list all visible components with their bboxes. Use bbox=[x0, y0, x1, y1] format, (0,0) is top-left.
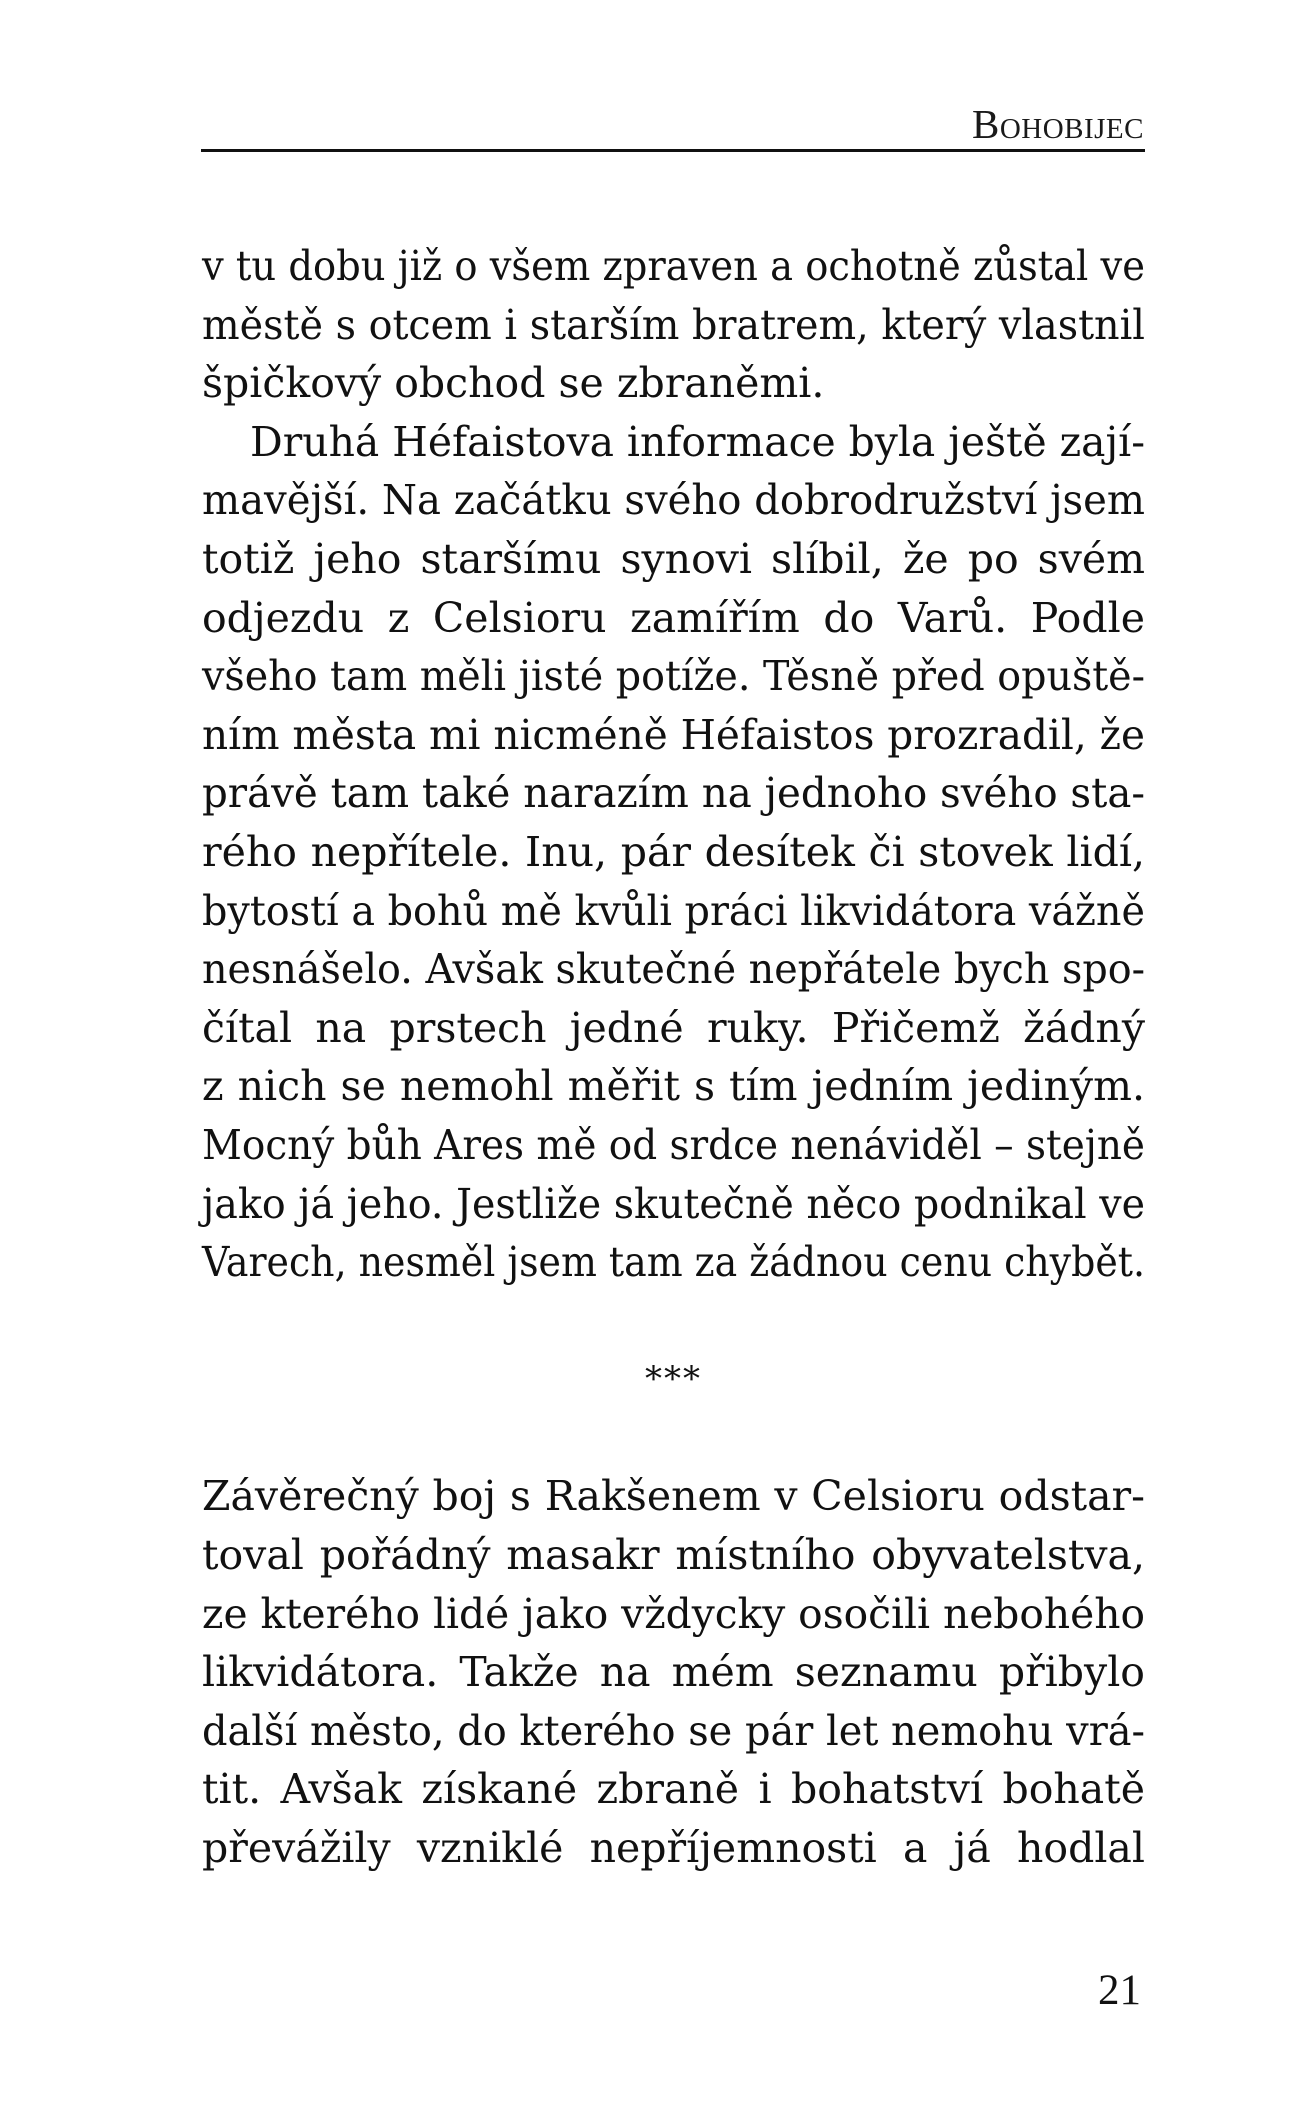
text-line bbox=[202, 1116, 1145, 1175]
line-text: odjezdu z Celsioru zamířím do Varů. Podle bbox=[202, 593, 1145, 642]
text-line bbox=[202, 1175, 1145, 1234]
line-text: městě s otcem i starším bratrem, který vlastnil bbox=[202, 300, 1145, 349]
text-line bbox=[202, 1702, 1145, 1761]
section-break-asterisks: *** bbox=[645, 1359, 702, 1400]
text-line bbox=[202, 1233, 1145, 1292]
text-line bbox=[202, 471, 1145, 530]
line-text: všeho tam měli jisté potíže. Těsně před opuště- bbox=[202, 652, 1145, 701]
line-text: právě tam také narazím na jednoho svého sta- bbox=[202, 769, 1145, 818]
page-number: 21 bbox=[1098, 1967, 1141, 2014]
text-line bbox=[202, 999, 1145, 1058]
text-line bbox=[202, 1467, 1145, 1526]
line-text: ním města mi nicméně Héfaistos prozradil, že bbox=[202, 710, 1145, 759]
text-line bbox=[202, 706, 1145, 765]
text-line bbox=[202, 647, 1145, 706]
paragraph bbox=[202, 1467, 1145, 1877]
line-text: toval pořádný masakr místního obyvatelstva, bbox=[202, 1531, 1145, 1580]
text-line bbox=[202, 1760, 1145, 1819]
text-line bbox=[202, 882, 1145, 941]
line-text: mavější. Na začátku svého dobrodružství jsem bbox=[202, 476, 1145, 525]
text-line bbox=[202, 823, 1145, 882]
line-text: rého nepřítele. Inu, pár desítek či stovek lidí, bbox=[202, 827, 1145, 876]
text-line bbox=[202, 530, 1145, 589]
line-text: Mocný bůh Ares mě od srdce nenáviděl – stejně bbox=[202, 1120, 1145, 1169]
page-text bbox=[202, 237, 1145, 1878]
blank-line bbox=[202, 1292, 1145, 1351]
text-line bbox=[202, 1643, 1145, 1702]
line-text: jako já jeho. Jestliže skutečně něco podnikal ve bbox=[202, 1179, 1145, 1228]
line-text: v tu dobu již o všem zpraven a ochotně zůstal ve bbox=[202, 242, 1145, 290]
text-line bbox=[202, 1819, 1145, 1878]
running-head-title: Bohobijec bbox=[971, 101, 1144, 147]
line-text: čítal na prstech jedné ruky. Přičemž žádný bbox=[202, 1003, 1145, 1052]
header-rule bbox=[201, 149, 1145, 152]
text-line bbox=[202, 1057, 1145, 1116]
text-line bbox=[202, 940, 1145, 999]
text-line bbox=[202, 1526, 1145, 1585]
line-text: převážily vzniklé nepříjemnosti a já hodlal bbox=[202, 1824, 1145, 1873]
line-text: nesnášelo. Avšak skutečné nepřátele bych spo- bbox=[202, 945, 1145, 994]
line-text: tit. Avšak získané zbraně i bohatství bohatě bbox=[202, 1765, 1145, 1814]
text-line bbox=[202, 1585, 1145, 1644]
line-text: Druhá Héfaistova informace byla ještě zají- bbox=[250, 417, 1145, 466]
line-text: Závěrečný boj s Rakšenem v Celsioru odstar- bbox=[202, 1472, 1145, 1521]
text-line bbox=[202, 296, 1145, 355]
text-line bbox=[202, 237, 1145, 296]
line-text: špičkový obchod se zbraněmi. bbox=[202, 359, 825, 408]
paragraph bbox=[202, 413, 1145, 1292]
line-text: další město, do kterého se pár let nemohu vrá- bbox=[202, 1706, 1145, 1755]
line-text: bytostí a bohů mě kvůli práci likvidátora vážně bbox=[202, 886, 1145, 935]
text-line bbox=[202, 354, 1145, 413]
line-text: z nich se nemohl měřit s tím jedním jediným. bbox=[202, 1062, 1145, 1111]
line-text: likvidátora. Takže na mém seznamu přibylo bbox=[202, 1648, 1145, 1697]
line-text: totiž jeho staršímu synovi slíbil, že po svém bbox=[202, 534, 1145, 583]
text-line bbox=[202, 764, 1145, 823]
line-text: ze kterého lidé jako vždycky osočili nebohého bbox=[202, 1589, 1145, 1638]
paragraph bbox=[202, 237, 1145, 413]
line-text: Varech, nesměl jsem tam za žádnou cenu chybět. bbox=[202, 1238, 1145, 1287]
text-line bbox=[202, 589, 1145, 648]
blank-line bbox=[202, 1409, 1145, 1468]
text-line bbox=[202, 413, 1145, 472]
